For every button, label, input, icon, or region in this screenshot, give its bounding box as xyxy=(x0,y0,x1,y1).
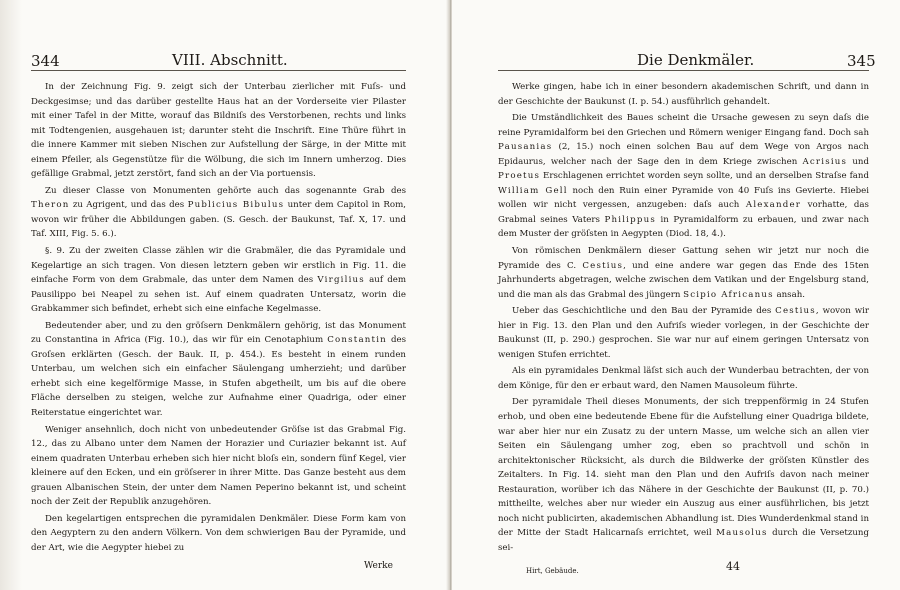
spaced-name: Mausolus xyxy=(716,528,768,539)
right-header-rule xyxy=(498,70,869,71)
paragraph xyxy=(31,80,406,182)
paragraph xyxy=(498,364,869,393)
paragraph xyxy=(498,395,869,555)
paragraph xyxy=(498,80,869,109)
text-run: Ueber das Geschichtliche und den Bau der Pyramide des xyxy=(512,306,776,317)
text-run: Weniger ansehnlich, doch nicht von unbedeutender Gröſse ist das Grabmal Fig. 12., das zu Albano unter dem Namen der Horazier und Curiazier bekannt ist. Auf einem quadraten Unterbau erheben sich hier nicht bloſs ein, sondern fünf Kegel, vier kleinere auf den Ecken, und ein gröſserer in ihrer Mitte. Das Ganze besteht aus dem grauen Albanischen Stein, der unter dem Namen Peperino bekannt ist, und scheint noch der Zeit der Republik anzugehören. xyxy=(31,424,406,508)
paragraph xyxy=(31,319,406,421)
spaced-name: Alexander xyxy=(745,200,802,211)
text-run: Zu dieser Classe von Monumenten gehörte auch das sogenannte Grab des xyxy=(45,185,406,196)
text-run: unter dem Capitol in Rom, wovon wir früher die Abbildungen gaben. (S. Gesch. der Baukunst, Taf. X, 17. und Taf. XIII, Fig. 5. 6.). xyxy=(31,200,406,240)
text-run: §. 9. Zu der zweiten Classe zählen wir die Grabmäler, die das Pyramidale und Kegelartige an sich tragen. Von diesen letztern geben wir erstlich in Fig. 11. die einfache Form von dem Grabmale, das unter dem Namen des xyxy=(31,246,406,286)
paragraph xyxy=(498,304,869,362)
spaced-name: Publicius Bibulus xyxy=(187,200,285,211)
spaced-name: Acrisius xyxy=(802,156,848,167)
text-run: ansah. xyxy=(773,289,806,300)
text-run: noch den Ruin einer Pyramide von 40 Fuſs ins Gevierte. Hiebei wollen wir nicht vergessen, anzugeben: daſs auch xyxy=(498,185,869,211)
paragraph xyxy=(498,111,869,242)
signature-mark: Hirt, Gebäude. xyxy=(526,567,579,575)
signature-number: 44 xyxy=(726,560,740,573)
left-header-rule xyxy=(31,70,406,71)
text-run: Erschlagenen errichtet worden seyn sollte, und an derselben Straſse fand xyxy=(540,171,869,182)
paragraph xyxy=(31,244,406,317)
right-running-title: Die Denkmäler. xyxy=(637,51,755,69)
left-page xyxy=(0,0,449,590)
spaced-name: Cestius xyxy=(775,306,816,317)
left-catchword: Werke xyxy=(364,561,393,571)
paragraph xyxy=(31,512,406,556)
right-body-text xyxy=(498,80,869,556)
text-run: in Pyramidalform zu erbauen, und zwar nach dem Muster der gröſsten in Aegypten (Diod. 18, 4.). xyxy=(498,214,869,240)
spaced-name: Pausanias xyxy=(498,142,553,153)
right-page-number: 345 xyxy=(847,52,876,70)
text-run: auf dem Pausilippo bei Neapel zu sehen ist. Auf einem quadraten Untersatz, worin die Grabkammer sich befindet, erhebt sich eine einfache Kegelmasse. xyxy=(31,275,406,315)
text-run: Bedeutender aber, und zu den gröſsern Denkmälern gehörig, ist das Monument zu Constantina in Africa (Fig. 10.), das wir für ein Cenotaphium xyxy=(31,320,406,346)
text-run: , und eine andere war gegen das Ende des 15ten Jahrhunderts abgetragen, welche zwischen dem Vatikan und der Engelsburg stand, und die man als das Grabmal des jüngern xyxy=(498,260,869,300)
right-page xyxy=(452,0,900,590)
text-run: vorhatte, das Grabmal seines Vaters xyxy=(498,200,869,225)
text-run: Der pyramidale Theil dieses Monuments, der sich treppenförmig in 24 Stufen erhob, und oben eine bedeutende Ebene für die Aufstellung einer Quadriga bildete, war aber hier nur ein Zusatz zu der untern Masse, um welche sich an allen vier Seiten ein Säulengang umher zog, eben so prachtvoll und schön in architektonischer Rücksicht, als durch die Bildwerke der gröſsten Künstler des Zeitalters. In Fig. 14. sieht man den Plan und den Aufriſs davon nach meiner Restauration, worüber ich das Nähere in der Geschichte der Baukunst (II, p. 70.) mittheilte, welches aber nur wieder ein Auszug aus einer ausführlichen, bis jetzt noch nicht publicirten, akademischen Abhandlung ist. Dies Wunderdenkmal stand in der Mitte der Stadt Halicarnaſs errichtet, weil xyxy=(498,397,870,539)
text-run: durch die Versetzung sei- xyxy=(498,528,870,553)
paragraph xyxy=(31,423,406,510)
paragraph xyxy=(31,184,406,242)
paragraph xyxy=(498,244,869,302)
text-run: , wovon wir hier in Fig. 13. den Plan und den Aufriſs wieder vorlegen, in der Geschichte der Baukunst (II, p. 290.) gesprochen. Sie war nur auf einem geringen Untersatz von wenigen Stufen errichtet. xyxy=(498,306,869,360)
text-run: Die Umständlichkeit des Baues scheint die Ursache gewesen zu seyn daſs die reine Pyramidalform bei den Griechen und Römern weniger Eingang fand. Doch sah xyxy=(498,113,869,138)
spaced-name: Scipio Africanus xyxy=(683,289,774,300)
spaced-name: Virgilius xyxy=(317,275,365,286)
text-run: Von römischen Denkmälern dieser Gattung sehen wir jetzt nur noch die Pyramide des C. xyxy=(498,246,869,271)
left-running-title: VIII. Abschnitt. xyxy=(172,51,288,69)
text-run: Werke gingen, habe ich in einer besondern akademischen Schrift, und dann in der Geschichte der Baukunst (I. p. 54.) ausführlich gehandelt. xyxy=(498,82,869,107)
text-run: Den kegelartigen entsprechen die pyramidalen Denkmäler. Diese Form kam von den Aegyptern zu den andern Völkern. Von dem schwierigen Bau der Pyramide, und der Art, wie die Aegypter hiebei zu xyxy=(31,513,406,553)
spaced-name: Theron xyxy=(31,200,70,211)
spaced-name: Philippus xyxy=(604,214,656,225)
text-run: In der Zeichnung Fig. 9. zeigt sich der Unterbau zierlicher mit Fuſs- und Deckgesimse; und das darüber gestellte Haus hat an der Vorderseite vier Pilaster mit einer Tafel in der Mitte, worauf das Bildniſs des Verstorbenen, rechts und links mit Todtengenien, ausgehauen ist; darunter steht die Inschrift. Eine Thüre führt in die innere Kammer mit sieben Nischen zur Aufstellung der Särge, in der Mitte mit einem Pfeiler, als Gegenstütze für die Wölbung, die sich im Innern umherzog. Dies gefällige Grabmal, jetzt zerstört, fand sich an der Via portuensis. xyxy=(31,82,406,180)
text-run: (2, 15.) noch einen solchen Bau auf dem Wege von Argos nach Epidaurus, welcher nach der Sage den in dem Kriege zwischen xyxy=(498,142,869,167)
spaced-name: Proetus xyxy=(498,171,541,182)
text-run: des Groſsen erklärten (Gesch. der Bauk. II, p. 454.). Es besteht in einem runden Unterbau, um welchen sich ein einfacher Säulengang umherzieht; und darüber erhebt sich eine kegelförmige Masse, in Stufen abgetheilt, um bis auf die obere Fläche derselben zu steigen, welche zur Aufnahme einer Quadriga, oder einer Reiterstatue eingerichtet war. xyxy=(31,335,407,419)
spaced-name: Constantin xyxy=(327,335,387,346)
text-run: und xyxy=(847,156,869,167)
page-edge-shadow xyxy=(0,0,22,590)
text-run: Als ein pyramidales Denkmal läſst sich auch der Wunderbau betrachten, der von dem Könige, für den er erbaut ward, den Namen Mausoleum führte. xyxy=(498,366,869,391)
text-run: zu Agrigent, und das des xyxy=(69,200,188,211)
left-body-text xyxy=(31,80,406,556)
left-page-number: 344 xyxy=(31,52,60,70)
spaced-name: Cestius xyxy=(582,260,624,271)
spaced-name: William Gell xyxy=(498,185,568,196)
